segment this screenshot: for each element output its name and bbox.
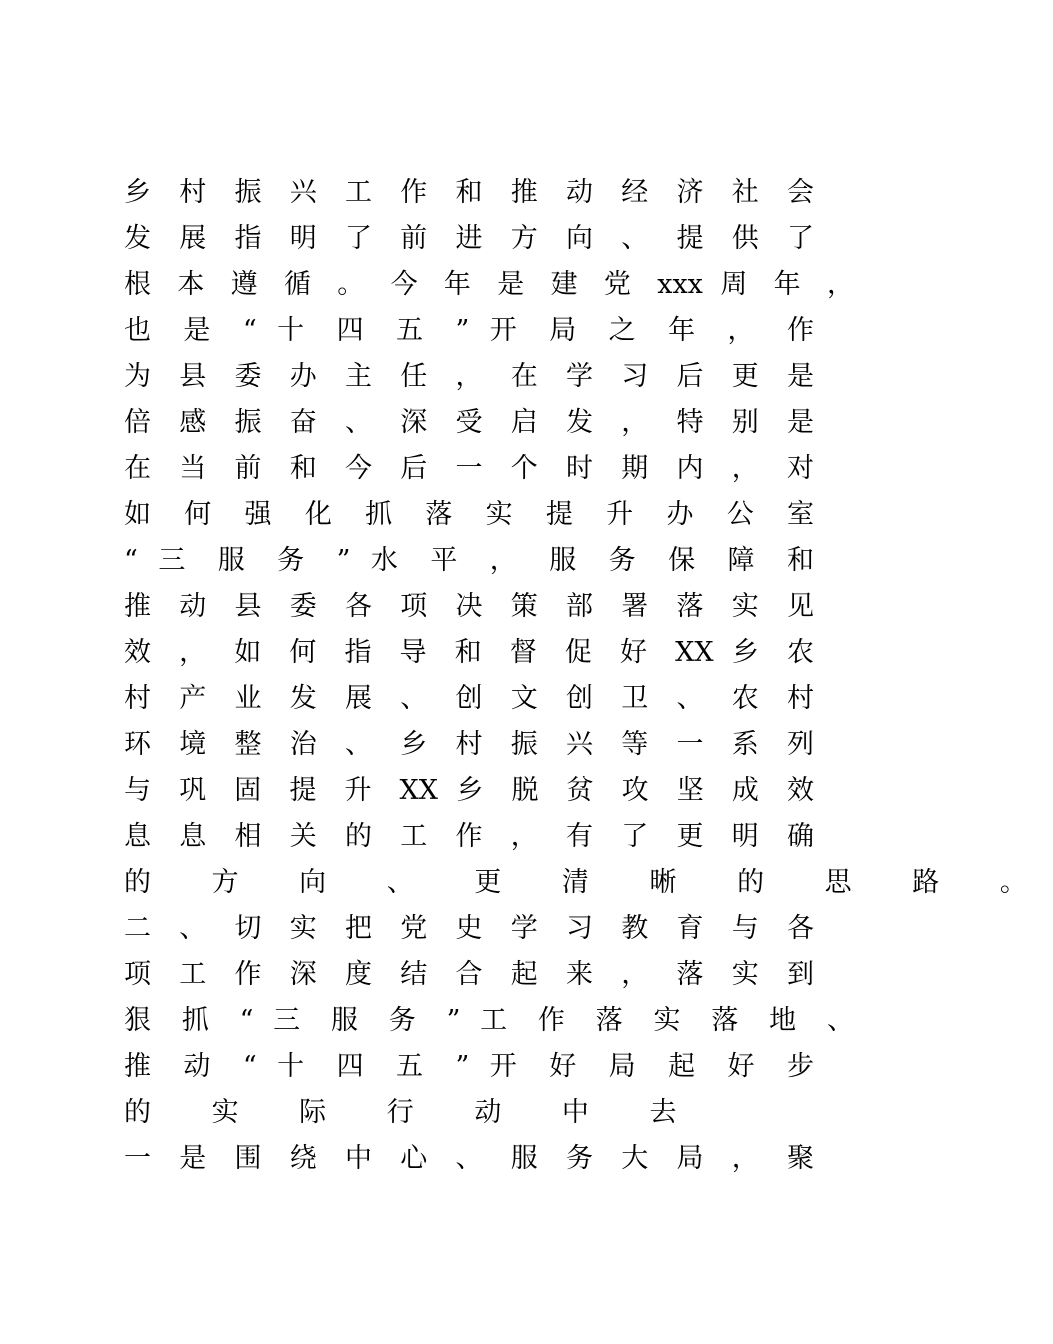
text-line: 根 本 遵 循 。 今 年 是 建 党 xxx 周 年 ，: [124, 269, 854, 300]
text-line: 村 产 业 发 展 、 创 文 创 卫 、 农 村: [124, 683, 814, 714]
text-line: 在 当 前 和 今 后 一 个 时 期 内 ， 对: [124, 453, 814, 484]
section-heading-line: 推 动 “ 十 四 五 ” 开 好 局 起 好 步: [124, 1051, 814, 1082]
section-heading-line: 狠 抓 “ 三 服 务 ” 工 作 落 实 落 地 、: [124, 1005, 854, 1036]
section-heading-line: 的 实 际 行 动 中 去: [124, 1097, 703, 1128]
text-line: 效 ， 如 何 指 导 和 督 促 好 XX 乡 农: [124, 637, 814, 668]
section-heading-line: 二 、 切 实 把 党 史 学 习 教 育 与 各: [124, 913, 814, 944]
text-line: “ 三 服 务 ” 水 平 ， 服 务 保 障 和: [124, 545, 814, 576]
text-line: 为 县 委 办 主 任 ， 在 学 习 后 更 是: [124, 361, 814, 392]
text-line: 也 是 “ 十 四 五 ” 开 局 之 年 ， 作: [124, 315, 814, 346]
text-line: 环 境 整 治 、 乡 村 振 兴 等 一 系 列: [124, 729, 814, 760]
section-heading-line: 项 工 作 深 度 结 合 起 来 ， 落 实 到: [124, 959, 814, 990]
text-line: 一 是 围 绕 中 心 、 服 务 大 局 ， 聚: [124, 1143, 814, 1174]
document-body: [124, 170, 1053, 1182]
text-line: 息 息 相 关 的 工 作 ， 有 了 更 明 确: [124, 821, 814, 852]
text-line: 乡 村 振 兴 工 作 和 推 动 经 济 社 会: [124, 177, 814, 208]
text-line: 倍 感 振 奋 、 深 受 启 发 ， 特 别 是: [124, 407, 814, 438]
text-line: 的 方 向 、 更 清 晰 的 思 路 。: [124, 867, 1053, 898]
text-line: 如 何 强 化 抓 落 实 提 升 办 公 室: [124, 499, 814, 530]
text-line: 推 动 县 委 各 项 决 策 部 署 落 实 见: [124, 591, 814, 622]
text-line: 与 巩 固 提 升 XX 乡 脱 贫 攻 坚 成 效: [124, 775, 814, 806]
text-line: 发 展 指 明 了 前 进 方 向 、 提 供 了: [124, 223, 814, 254]
